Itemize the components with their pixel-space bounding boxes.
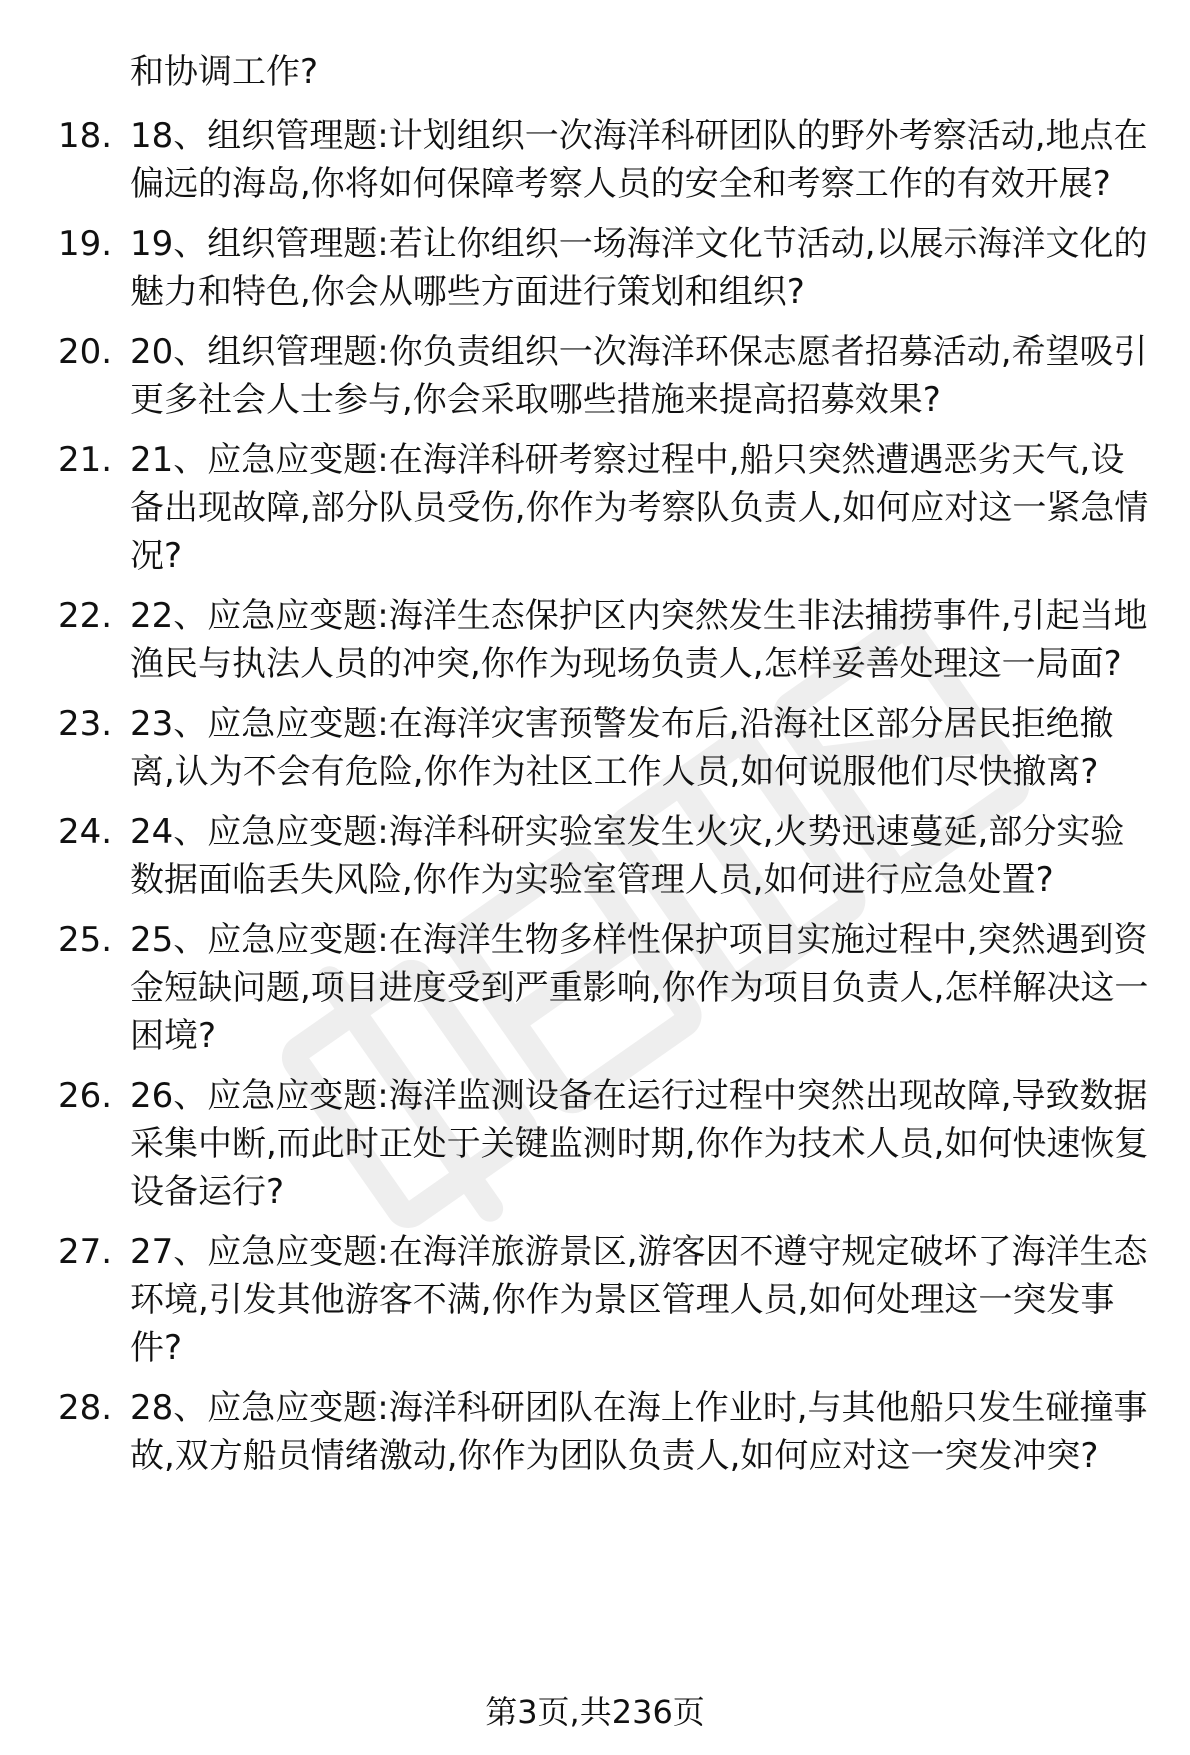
page-footer: 第3页,共236页	[485, 1693, 705, 1731]
question-text: 21、应急应变题:在海洋科研考察过程中,船只突然遭遇恶劣天气,设备出现故障,部分队员受伤,你作为考察队负责人,如何应对这一紧急情况?	[130, 440, 1149, 576]
question-text: 22、应急应变题:海洋生态保护区内突然发生非法捕捞事件,引起当地渔民与执法人员的冲突,你作为现场负责人,怎样妥善处理这一局面?	[130, 596, 1148, 684]
question-text: 25、应急应变题:在海洋生物多样性保护项目实施过程中,突然遇到资金短缺问题,项目进度受到严重影响,你作为项目负责人,怎样解决这一困境?	[130, 920, 1149, 1056]
question-text: 28、应急应变题:海洋科研团队在海上作业时,与其他船只发生碰撞事故,双方船员情绪激动,你作为团队负责人,如何应对这一突发冲突?	[130, 1388, 1148, 1476]
question-number: 19.	[58, 224, 113, 264]
question-number: 22.	[58, 596, 113, 636]
question-number: 18.	[58, 116, 113, 156]
question-number: 25.	[58, 920, 113, 960]
question-number: 20.	[58, 332, 113, 372]
list-item	[0, 808, 1190, 904]
continuation-text: 和协调工作?	[130, 52, 319, 92]
list-item	[0, 592, 1190, 688]
question-text: 20、组织管理题:你负责组织一次海洋环保志愿者招募活动,希望吸引更多社会人士参与,你会采取哪些措施来提高招募效果?	[130, 332, 1148, 420]
question-number: 27.	[58, 1232, 113, 1272]
list-item	[0, 916, 1190, 1060]
question-text: 18、组织管理题:计划组织一次海洋科研团队的野外考察活动,地点在偏远的海岛,你将如何保障考察人员的安全和考察工作的有效开展?	[130, 116, 1148, 204]
list-item	[0, 1072, 1190, 1216]
list-item	[0, 328, 1190, 424]
list-item	[0, 700, 1190, 796]
question-number: 24.	[58, 812, 113, 852]
list-item	[0, 1228, 1190, 1372]
question-list	[0, 112, 1190, 1492]
question-text: 23、应急应变题:在海洋灾害预警发布后,沿海社区部分居民拒绝撤离,认为不会有危险,你作为社区工作人员,如何说服他们尽快撤离?	[130, 704, 1114, 792]
list-item	[0, 436, 1190, 580]
list-item	[0, 112, 1190, 208]
question-number: 21.	[58, 440, 113, 480]
question-text: 26、应急应变题:海洋监测设备在运行过程中突然出现故障,导致数据采集中断,而此时正处于关键监测时期,你作为技术人员,如何快速恢复设备运行?	[130, 1076, 1149, 1212]
question-text: 27、应急应变题:在海洋旅游景区,游客因不遵守规定破坏了海洋生态环境,引发其他游客不满,你作为景区管理人员,如何处理这一突发事件?	[130, 1232, 1148, 1368]
question-number: 23.	[58, 704, 113, 744]
question-text: 24、应急应变题:海洋科研实验室发生火灾,火势迅速蔓延,部分实验数据面临丢失风险,你作为实验室管理人员,如何进行应急处置?	[130, 812, 1125, 900]
list-item	[0, 220, 1190, 316]
question-text: 19、组织管理题:若让你组织一场海洋文化节活动,以展示海洋文化的魅力和特色,你会从哪些方面进行策划和组织?	[130, 224, 1148, 312]
list-item	[0, 1384, 1190, 1480]
question-number: 26.	[58, 1076, 113, 1116]
question-number: 28.	[58, 1388, 113, 1428]
